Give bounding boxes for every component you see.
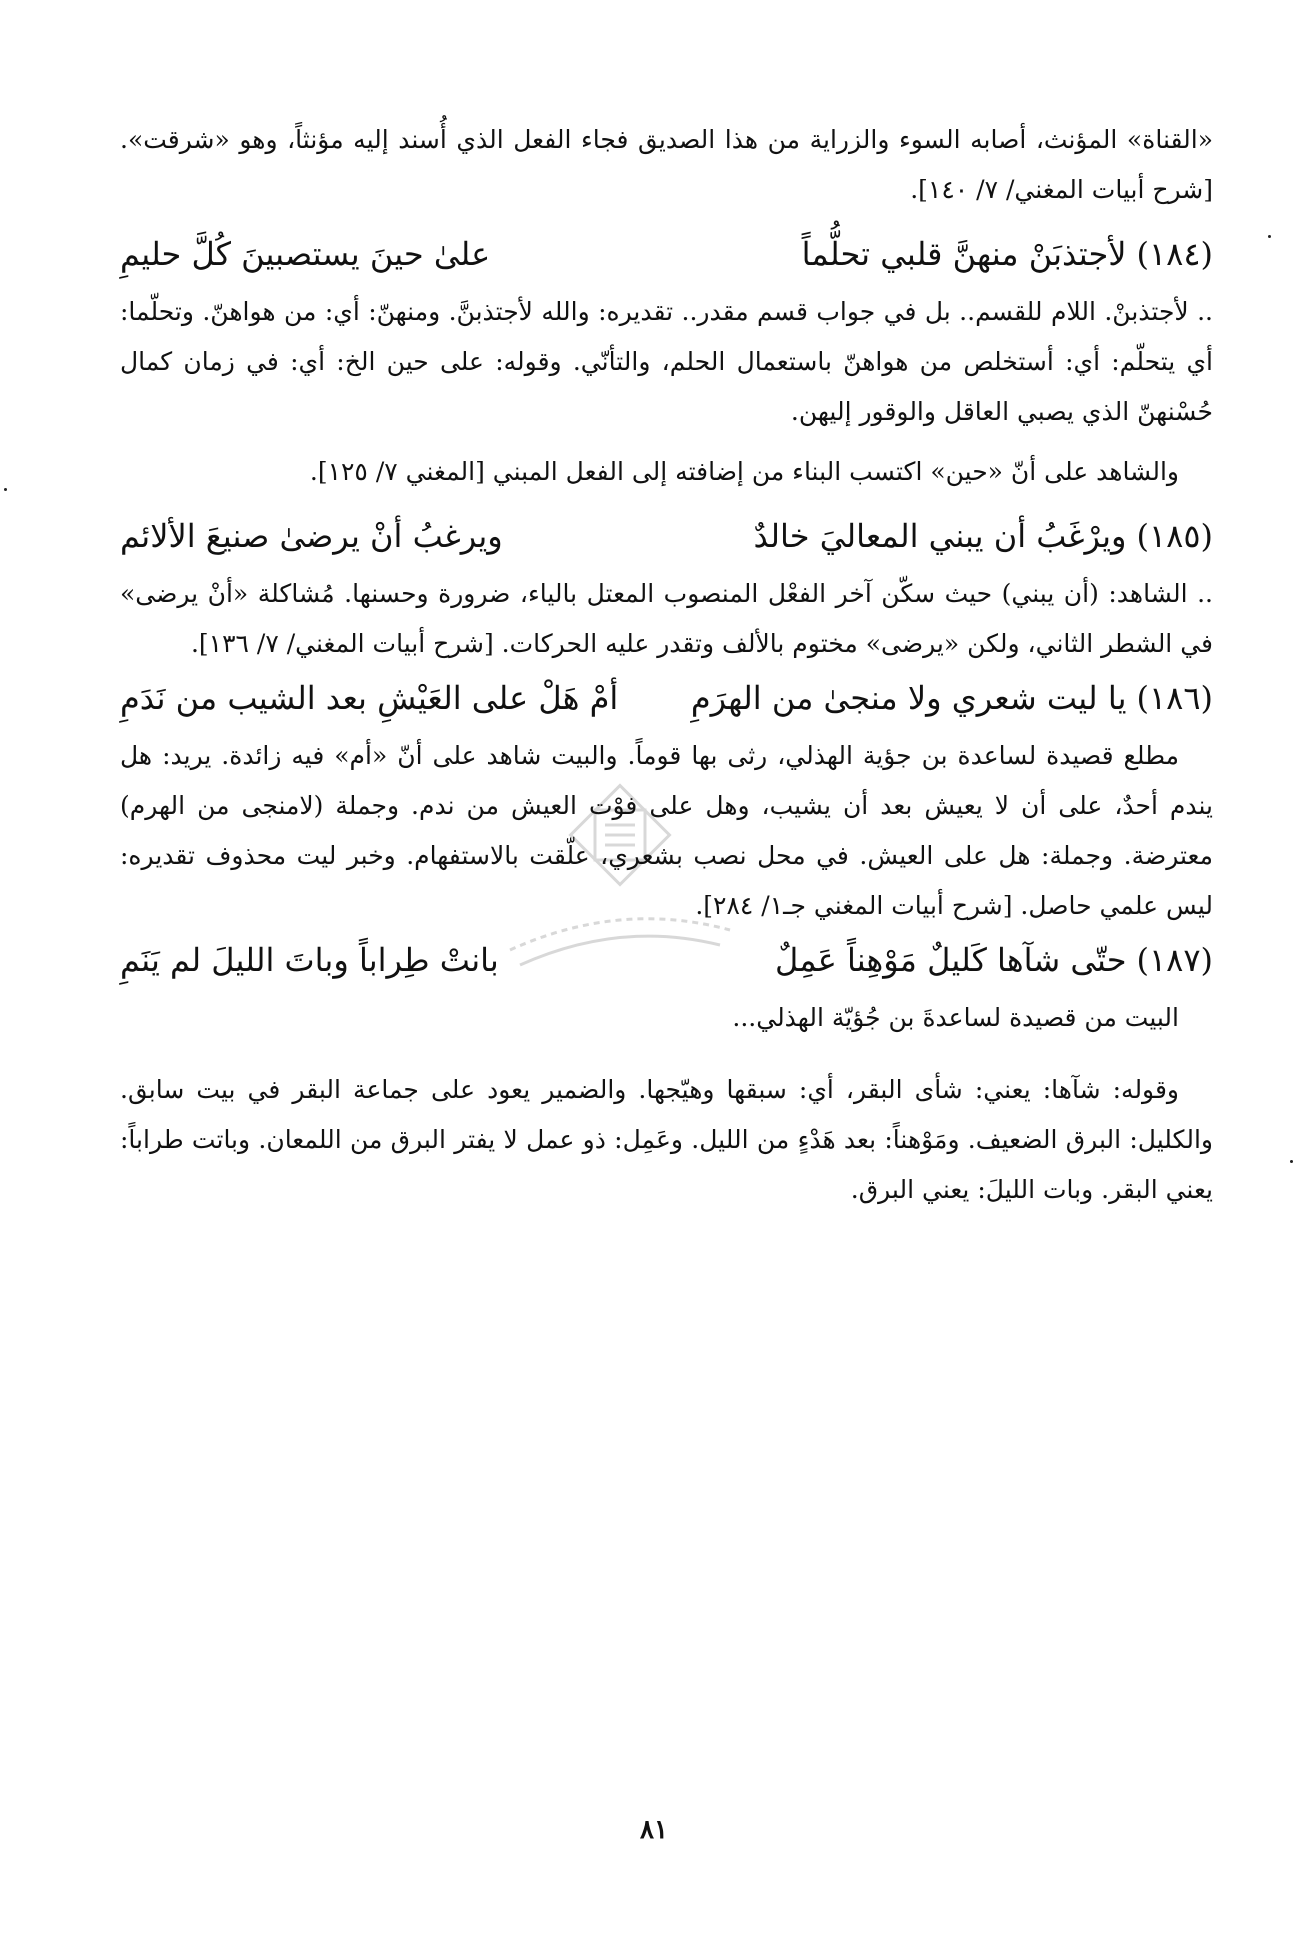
commentary-paragraph: مطلع قصيدة لساعدة بن جؤية الهذلي، رثى بها قوماً. والبيت شاهد على أنّ «أم» فيه زائدة. يريد: هل يندم أحدٌ، على أن لا يعيش بعد أن يشيب، وهل على فوْت العيش من ندم. وجملة (لامنجى من الهرم) معترضة. وجملة: هل على العيش. في محل نصب بشعري، علّقت بالاستفهام. وخبر ليت محذوف تقديره: ليس علمي حاصل. [شرح أبيات المغني جـ١/ ٢٨٤]. <box>120 741 1213 920</box>
commentary-paragraph: والشاهد على أنّ «حين» اكتسب البناء من إضافته إلى الفعل المبني [المغني ٧/ ١٢٥]. <box>309 457 1179 486</box>
verse-hemistich-second: أمْ هَلْ على العَيْشِ بعد الشيب من نَدَمِ <box>119 679 619 717</box>
verse-number: (١٨٦) <box>1136 679 1213 717</box>
verse-number: (١٨٧) <box>1136 941 1213 979</box>
intro-paragraph: «القناة» المؤنث، أصابه السوء والزراية من هذا الصديق فجاء الفعل الذي أُسند إليه مؤنثاً، وهو «شرقت». [شرح أبيات المغني/ ٧/ ١٤٠]. <box>120 125 1213 204</box>
scan-speck <box>1268 235 1271 238</box>
verse-hemistich-first: يا ليت شعري ولا منجىٰ من الهرَمِ <box>690 679 1127 717</box>
page-number: ٨١ <box>640 1815 668 1845</box>
scan-speck <box>1290 1160 1293 1163</box>
scan-speck <box>4 488 7 491</box>
verse-number: (١٨٥) <box>1136 517 1213 555</box>
verse-hemistich-first: لأجتذبَنْ منهنَّ قلبي تحلُّماً <box>801 235 1127 273</box>
verse-hemistich-first: حتّى شآها كَليلٌ مَوْهِناً عَمِلٌ <box>774 941 1127 979</box>
verse-184 <box>120 225 1213 283</box>
verse-187 <box>120 931 1213 989</box>
commentary-paragraph: .. لأجتذبنْ. اللام للقسم.. بل في جواب قسم مقدر.. تقديره: والله لأجتذبنَّ. ومنهنّ: أي: من هواهنّ. وتحلّما: أي يتحلّم: أي: أستخلص من هواهنّ باستعمال الحلم، والتأنّي. وقوله: على حين الخ: أي: في زمان كمال حُسْنهنّ الذي يصبي العاقل والوقور إليهن. <box>120 297 1213 426</box>
verse-185 <box>120 507 1213 565</box>
commentary-paragraph: وقوله: شآها: يعني: شأى البقر، أي: سبقها وهيّجها. والضمير يعود على جماعة البقر في بيت سابق. والكليل: البرق الضعيف. ومَوْهناً: بعد هَدْءٍ من الليل. وعَمِل: ذو عمل لا يفتر البرق من اللمعان. وباتت طراباً: يعني البقر. وبات الليلَ: يعني البرق. <box>120 1075 1213 1204</box>
page-body <box>120 115 1213 1933</box>
commentary-paragraph: البيت من قصيدة لساعدةَ بن جُؤيّة الهذلي... <box>732 1003 1179 1032</box>
verse-hemistich-second: بانتْ طِراباً وباتَ الليلَ لم يَنَمِ <box>119 941 499 979</box>
verse-hemistich-second: ويرغبُ أنْ يرضىٰ صنيعَ الألائم <box>119 517 503 555</box>
commentary-paragraph: .. الشاهد: (أن يبني) حيث سكّن آخر الفعْل المنصوب المعتل بالياء، ضرورة وحسنها. مُشاكلة «أنْ يرضى» في الشطر الثاني، ولكن «يرضى» مختوم بالألف وتقدر عليه الحركات. [شرح أبيات المغني/ ٧/ ١٣٦]. <box>120 579 1213 658</box>
verse-hemistich-first: ويرْغَبُ أن يبني المعاليَ خالدٌ <box>753 517 1127 555</box>
verse-hemistich-second: علىٰ حينَ يستصبينَ كُلَّ حليمِ <box>120 235 491 273</box>
verse-number: (١٨٤) <box>1136 235 1213 273</box>
verse-186 <box>120 669 1213 727</box>
